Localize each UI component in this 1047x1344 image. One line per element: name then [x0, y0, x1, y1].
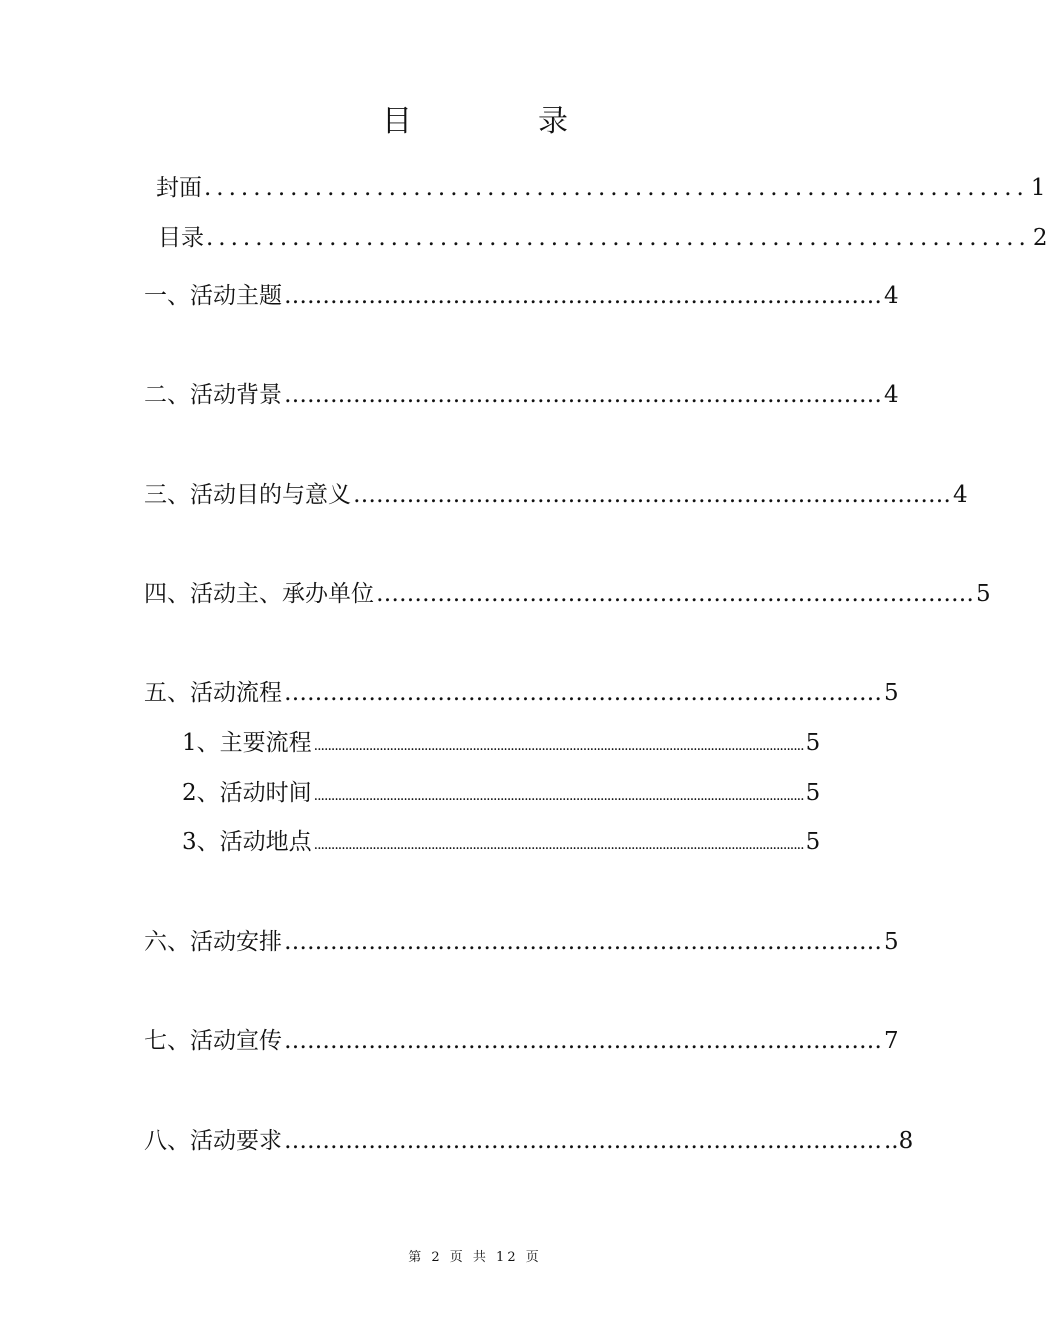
toc-entry-label: 四、活动主、承办单位 [144, 581, 374, 607]
toc-entry-label: 二、活动背景 [144, 382, 282, 408]
toc-entry-label: 五、活动流程 [144, 680, 282, 706]
toc-entry-label: 七、活动宣传 [144, 1028, 282, 1054]
toc-entry-section-7[interactable] [144, 1025, 899, 1057]
toc-page-number: 5 [805, 829, 821, 855]
toc-subentry-5-1[interactable] [182, 727, 821, 762]
toc-leader-dots: .............................................................................................................................................. [313, 837, 804, 853]
toc-page-number: 5 [805, 780, 821, 806]
toc-page-number: 5 [805, 730, 821, 756]
toc-subentry-5-3[interactable] [182, 826, 821, 861]
toc-page-number: 5 [976, 581, 991, 607]
toc-entry-label: 六、活动安排 [144, 929, 282, 955]
toc-entry-section-3[interactable] [144, 479, 968, 511]
toc-leader-dots: …………………………………………………………………… [284, 680, 882, 706]
toc-leader-dots: .............................................................................................................................................. [313, 788, 804, 804]
toc-entry-section-5[interactable] [144, 677, 899, 709]
toc-entry-label: 2、活动时间 [182, 780, 312, 806]
toc-leader-dots: ................................................................... [206, 225, 1031, 251]
toc-page-number: ..8 [884, 1128, 914, 1154]
toc-entry-label: 封面 [156, 175, 202, 201]
toc-leader-dots: …………………………………………………………………… [284, 283, 882, 309]
toc-entry-section-8[interactable] [144, 1125, 914, 1157]
toc-leader-dots: …………………………………………………………………… [353, 482, 951, 508]
toc-entry-label: 八、活动要求 [144, 1128, 282, 1154]
toc-entry-section-2[interactable] [144, 379, 899, 411]
page-title: 目 录 [382, 104, 616, 139]
toc-entry-label: 目录 [158, 225, 204, 251]
toc-entry-section-1[interactable] [144, 280, 899, 312]
toc-subentry-5-2[interactable] [182, 777, 821, 812]
toc-entry-label: 三、活动目的与意义 [144, 482, 351, 508]
toc-page-number: 1 [1030, 175, 1046, 201]
toc-leader-dots: …………………………………………………………………… [284, 1128, 882, 1154]
toc-entry-label: 1、主要流程 [182, 730, 312, 756]
toc-entry-section-4[interactable] [144, 578, 991, 610]
toc-page-number: 4 [884, 283, 899, 309]
toc-page-number: 4 [953, 482, 968, 508]
toc-leader-dots: …………………………………………………………………… [284, 1028, 882, 1054]
toc-page-number: 7 [884, 1028, 899, 1054]
toc-leader-dots: .............................................................................................................................................. [313, 738, 804, 754]
toc-page-number: 5 [884, 929, 899, 955]
toc-leader-dots: …………………………………………………………………… [284, 929, 882, 955]
toc-leader-dots: …………………………………………………………………… [376, 581, 974, 607]
toc-entry-label: 一、活动主题 [144, 283, 282, 309]
toc-entry-label: 3、活动地点 [182, 829, 312, 855]
toc-page-number: 5 [884, 680, 899, 706]
toc-page-number: 4 [884, 382, 899, 408]
page-footer: 第 2 页 共 12 页 [408, 1250, 542, 1265]
toc-entry-cover[interactable] [156, 172, 1046, 204]
toc-entry-contents[interactable] [158, 222, 1047, 254]
toc-entry-section-6[interactable] [144, 926, 899, 958]
toc-leader-dots: ................................................................... [204, 175, 1029, 201]
toc-page-number: 2 [1032, 225, 1047, 251]
toc-leader-dots: …………………………………………………………………… [284, 382, 882, 408]
